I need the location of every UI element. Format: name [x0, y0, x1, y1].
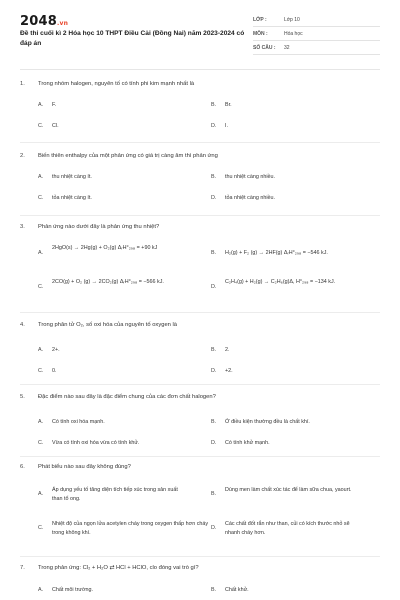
question-divider — [20, 142, 380, 143]
meta-class-label: LỚP : — [253, 17, 267, 23]
question-5: 5. Đặc điểm nào sau đây là đặc điểm chung của các đơn chất halogen? A. Có tính oxi hóa mạnh. B. Ở điều kiện thường đều là chất khí. C. Vừa có tính oxi hóa vừa có tính khử. D. Có tính khử mạnh. — [20, 394, 380, 458]
exam-title: Đề thi cuối kì 2 Hóa học 10 THPT Điều Cải (Đồng Nai) năm 2023-2024 có đáp án — [20, 30, 245, 47]
site-logo[interactable] — [20, 14, 68, 29]
question-divider — [20, 215, 380, 216]
meta-count-value: 32 — [284, 45, 290, 51]
meta-subject-value: Hóa học — [284, 31, 303, 37]
question-text: 6. Phát biểu nào sau đây không đúng? — [20, 464, 131, 470]
meta-class — [253, 13, 380, 27]
question-text: 2. Biến thiên enthalpy của một phản ứng có giá trị càng âm thì phản ứng — [20, 153, 218, 159]
question-divider — [20, 312, 380, 313]
exam-header — [0, 0, 400, 66]
meta-class-value: Lớp 10 — [284, 17, 300, 23]
header-divider — [20, 69, 380, 70]
meta-count — [253, 41, 380, 55]
question-7: 7. Trong phản ứng: Cl₂ + H₂O ⇄ HCl + HClO, clo đóng vai trò gì? A. Chất môi trường. B. Chất khử. — [20, 565, 249, 593]
question-divider — [20, 456, 380, 457]
question-text: 5. Đặc điểm nào sau đây là đặc điểm chung của các đơn chất halogen? — [20, 394, 216, 400]
question-4: 4. Trong phân tử O₂, số oxi hóa của nguyên tố oxygen là A. 2+. B. 2. C. 0. D. +2. — [20, 322, 380, 386]
question-3: 3. Phản ứng nào dưới đây là phản ứng thu nhiệt? A. 2HgO(s) → 2Hg(g) + O₂(g) ΔᵣH°₂₉₈ = +90 kJ B. H₂(g) + F₂ (g) → 2HF(g) ΔᵣH°₂₉₈ = −546 kJ. C. 2CO(g) + O₂ (g) → 2CO₂(g) ΔᵣH°₂₉₈ = −566 kJ. D. C₂H₄(g) + H₂(g) → C₂H₆(g)Δ, H°₂₉₈ = −134 kJ. — [20, 224, 380, 314]
meta-subject-label: MÔN : — [253, 31, 268, 37]
question-6: 6. Phát biểu nào sau đây không đúng? A. Áp dụng yếu tố tăng diện tích tiếp xúc trong sản xuất than tổ ong. B. Dùng men làm chất xúc tác để làm sữa chua, yaourt. C. Nhiệt độ của ngọn lửa acetylen cháy trong oxygen thấp hơn cháy trong không khí. D. Các chất đốt rắn như than, củi có kích thước nhỏ sẽ nhanh cháy hơn. — [20, 464, 380, 559]
question-text: 4. Trong phân tử O₂, số oxi hóa của nguyên tố oxygen là — [20, 322, 178, 328]
question-2: 2. Biến thiên enthalpy của một phản ứng có giá trị càng âm thì phản ứng A. thu nhiệt càng ít. B. thu nhiệt càng nhiều. C. tỏa nhiệt càng ít. D. tỏa nhiệt càng nhiều. — [20, 153, 380, 217]
question-text: 7. Trong phản ứng: Cl₂ + H₂O ⇄ HCl + HClO, clo đóng vai trò gì? — [20, 565, 199, 571]
question-divider — [20, 556, 380, 557]
logo-suffix: .vn — [56, 20, 69, 27]
logo-text: 2048 — [20, 14, 57, 29]
question-text: 1. Trong nhóm halogen, nguyên tố có tính phi kim mạnh nhất là — [20, 81, 195, 87]
question-divider — [20, 384, 380, 385]
meta-subject — [253, 27, 380, 41]
question-text: 3. Phản ứng nào dưới đây là phản ứng thu nhiệt? — [20, 224, 160, 230]
meta-count-label: SỐ CÂU : — [253, 45, 276, 51]
question-1: 1. Trong nhóm halogen, nguyên tố có tính phi kim mạnh nhất là A. F. B. Br. C. Cl. D. I. — [20, 81, 380, 145]
